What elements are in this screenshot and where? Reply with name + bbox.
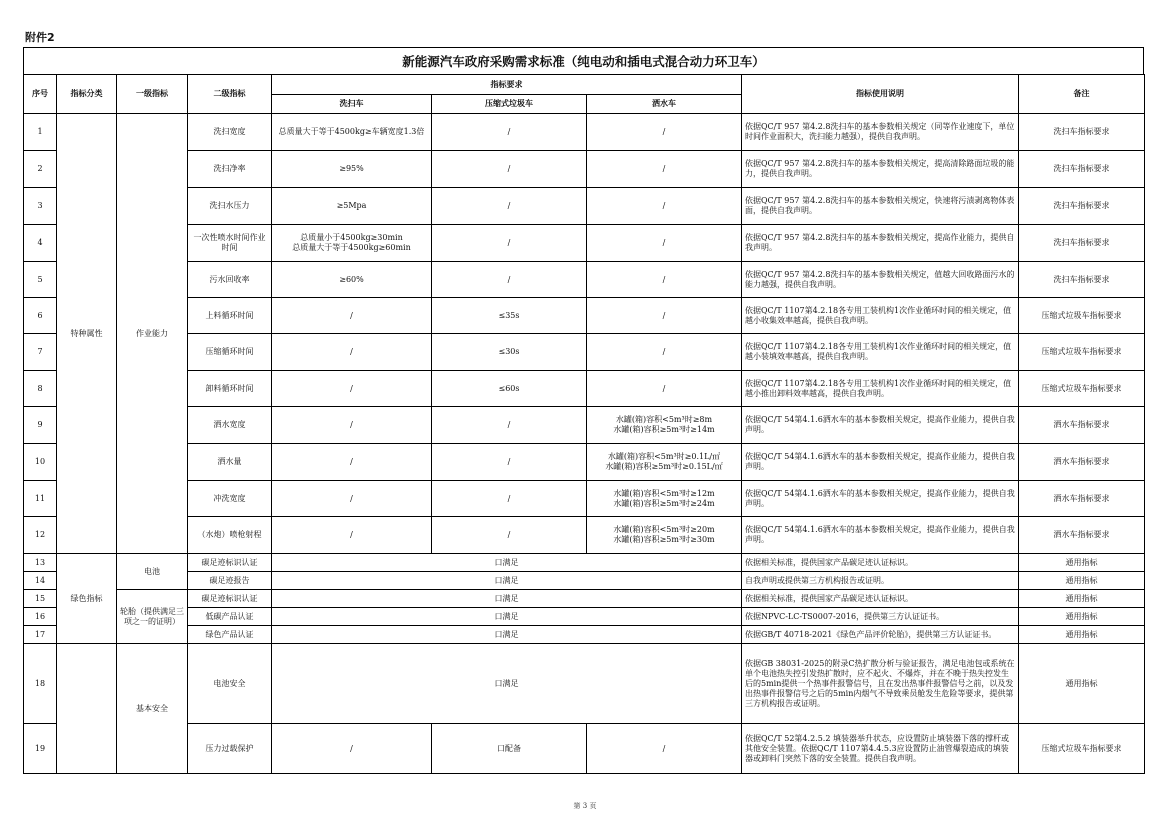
remark-cell: 压缩式垃圾车指标要求 bbox=[1019, 371, 1145, 407]
compactor-requirement: / bbox=[432, 225, 587, 262]
requirement-cell: 口满足 bbox=[272, 608, 742, 626]
usage-note: 依据QC/T 54第4.1.6洒水车的基本参数相关规定，提高作业能力，提供自我声明。 bbox=[742, 444, 1019, 481]
requirement-cell: 口满足 bbox=[272, 572, 742, 590]
level2-cell: 碳足迹标识认证 bbox=[188, 554, 272, 572]
attachment-label: 附件2 bbox=[25, 31, 55, 44]
compactor-requirement: / bbox=[432, 151, 587, 188]
sweeper-requirement: 总质量大于等于4500kg≥车辆宽度1.3倍 bbox=[272, 114, 432, 151]
table-row bbox=[24, 371, 1145, 407]
table-row bbox=[24, 444, 1145, 481]
header-compactor: 压缩式垃圾车 bbox=[432, 95, 587, 114]
table-row bbox=[24, 608, 1145, 626]
header-sweeper: 洗扫车 bbox=[272, 95, 432, 114]
level2-cell: 洗扫水压力 bbox=[188, 188, 272, 225]
table-row bbox=[24, 481, 1145, 517]
category-cell: 绿色指标 bbox=[57, 554, 117, 644]
compactor-requirement: / bbox=[432, 444, 587, 481]
sweeper-requirement: / bbox=[272, 517, 432, 554]
usage-note: 依据QC/T 957 第4.2.8洗扫车的基本参数相关规定，值越大回收路面污水的能力越强，提供自我声明。 bbox=[742, 262, 1019, 298]
compactor-requirement: ≤30s bbox=[432, 334, 587, 371]
row-number: 11 bbox=[24, 481, 57, 517]
row-number: 19 bbox=[24, 724, 57, 774]
header-remark: 备注 bbox=[1019, 75, 1145, 114]
row-number: 10 bbox=[24, 444, 57, 481]
requirement-cell: 口满足 bbox=[272, 626, 742, 644]
remark-cell: 洒水车指标要求 bbox=[1019, 517, 1145, 554]
sweeper-requirement: ≥95% bbox=[272, 151, 432, 188]
standards-table bbox=[23, 74, 1145, 774]
table-row bbox=[24, 334, 1145, 371]
category-cell: 特种属性 bbox=[57, 114, 117, 554]
usage-note: 依据GB 38031-2025的附录C热扩散分析与验证报告，满足电池包或系统在单个电池热失控引发热扩散时，应不起火、不爆炸，并在不晚于热失控发生后的5min提供一个热事件报警信号，且在发出热事件报警信号之前，以及发出热事件报警信号之后的5min内烟气不导致乘员舱发生危险等要求，提供第三方机构报告或证明。 bbox=[742, 644, 1019, 724]
level2-cell: （水炮）喷枪射程 bbox=[188, 517, 272, 554]
table-row bbox=[24, 188, 1145, 225]
header-category: 指标分类 bbox=[57, 75, 117, 114]
compactor-requirement: ≤60s bbox=[432, 371, 587, 407]
remark-cell: 压缩式垃圾车指标要求 bbox=[1019, 298, 1145, 334]
usage-note: 依据QC/T 52第4.2.5.2 填装器举升状态，应设置防止填装器下落的撑杆或其他安全装置。依据QC/T 1107第4.4.5.3应设置防止油管爆裂造成的填装器或卸料门突然下落的安全装置。提供自我声明。 bbox=[742, 724, 1019, 774]
sweeper-requirement: ≥60% bbox=[272, 262, 432, 298]
sweeper-requirement: / bbox=[272, 334, 432, 371]
sprinkler-requirement: 水罐(箱)容积<5m³时≥12m 水罐(箱)容积≥5m³时≥24m bbox=[587, 481, 742, 517]
sprinkler-requirement: / bbox=[587, 151, 742, 188]
row-number: 18 bbox=[24, 644, 57, 724]
sprinkler-requirement: / bbox=[587, 334, 742, 371]
row-number: 8 bbox=[24, 371, 57, 407]
sprinkler-requirement: 水罐(箱)容积<5m³时≥8m 水罐(箱)容积≥5m³时≥14m bbox=[587, 407, 742, 444]
row-number: 14 bbox=[24, 572, 57, 590]
compactor-requirement: / bbox=[432, 517, 587, 554]
compactor-requirement: ≤35s bbox=[432, 298, 587, 334]
usage-note: 依据NPVC-LC-TS0007-2016，提供第三方认证证书。 bbox=[742, 608, 1019, 626]
compactor-requirement: / bbox=[432, 114, 587, 151]
level2-cell: 电池安全 bbox=[188, 644, 272, 724]
compactor-requirement: / bbox=[432, 262, 587, 298]
usage-note: 依据GB/T 40718-2021《绿色产品评价轮胎》，提供第三方认证证书。 bbox=[742, 626, 1019, 644]
row-number: 6 bbox=[24, 298, 57, 334]
document-title: 新能源汽车政府采购需求标准（纯电动和插电式混合动力环卫车） bbox=[23, 47, 1144, 75]
usage-note: 依据QC/T 1107第4.2.18各专用工装机构1次作业循环时间的相关规定，值越小推出卸料效率越高，提供自我声明。 bbox=[742, 371, 1019, 407]
table-row bbox=[24, 225, 1145, 262]
header-level1: 一级指标 bbox=[117, 75, 188, 114]
row-number: 7 bbox=[24, 334, 57, 371]
sprinkler-requirement: / bbox=[587, 298, 742, 334]
level2-cell: 低碳产品认证 bbox=[188, 608, 272, 626]
sprinkler-requirement: / bbox=[587, 262, 742, 298]
remark-cell: 洒水车指标要求 bbox=[1019, 481, 1145, 517]
table-row bbox=[24, 517, 1145, 554]
header-requirements: 指标要求 bbox=[272, 75, 742, 95]
sweeper-requirement: / bbox=[272, 481, 432, 517]
sweeper-requirement: / bbox=[272, 371, 432, 407]
table-row bbox=[24, 298, 1145, 334]
sprinkler-requirement: 水罐(箱)容积<5m³时≥0.1L/㎡ 水罐(箱)容积≥5m³时≥0.15L/㎡ bbox=[587, 444, 742, 481]
remark-cell: 洗扫车指标要求 bbox=[1019, 151, 1145, 188]
level1-cell: 基本安全 bbox=[117, 644, 188, 774]
level2-cell: 洗扫净率 bbox=[188, 151, 272, 188]
row-number: 9 bbox=[24, 407, 57, 444]
level2-cell: 碳足迹标识认证 bbox=[188, 590, 272, 608]
page-number: 第 3 页 bbox=[573, 802, 597, 810]
table-row bbox=[24, 407, 1145, 444]
usage-note: 依据相关标准，提供国家产品碳足迹认证标识。 bbox=[742, 554, 1019, 572]
table-row bbox=[24, 590, 1145, 608]
level2-cell: 绿色产品认证 bbox=[188, 626, 272, 644]
row-number: 12 bbox=[24, 517, 57, 554]
row-number: 1 bbox=[24, 114, 57, 151]
table-row bbox=[24, 262, 1145, 298]
level2-cell: 压缩循环时间 bbox=[188, 334, 272, 371]
table-row bbox=[24, 644, 1145, 724]
compactor-requirement: 口配备 bbox=[432, 724, 587, 774]
remark-cell: 洗扫车指标要求 bbox=[1019, 262, 1145, 298]
level2-cell: 卸料循环时间 bbox=[188, 371, 272, 407]
usage-note: 依据QC/T 957 第4.2.8洗扫车的基本参数相关规定，提高作业能力，提供自我声明。 bbox=[742, 225, 1019, 262]
level2-cell: 洒水宽度 bbox=[188, 407, 272, 444]
row-number: 3 bbox=[24, 188, 57, 225]
level2-cell: 污水回收率 bbox=[188, 262, 272, 298]
row-number: 17 bbox=[24, 626, 57, 644]
usage-note: 依据QC/T 54第4.1.6洒水车的基本参数相关规定，提高作业能力，提供自我声明。 bbox=[742, 407, 1019, 444]
level1-cell: 电池 bbox=[117, 554, 188, 590]
usage-note: 依据QC/T 54第4.1.6洒水车的基本参数相关规定，提高作业能力，提供自我声明。 bbox=[742, 517, 1019, 554]
sweeper-requirement: / bbox=[272, 724, 432, 774]
table-row bbox=[24, 114, 1145, 151]
table-row bbox=[24, 626, 1145, 644]
usage-note: 依据QC/T 957 第4.2.8洗扫车的基本参数相关规定（同等作业速度下，单位时间作业面积大，洗扫能力越强），提供自我声明。 bbox=[742, 114, 1019, 151]
sweeper-requirement: / bbox=[272, 444, 432, 481]
row-number: 13 bbox=[24, 554, 57, 572]
remark-cell: 洒水车指标要求 bbox=[1019, 407, 1145, 444]
sprinkler-requirement: / bbox=[587, 724, 742, 774]
remark-cell: 洗扫车指标要求 bbox=[1019, 188, 1145, 225]
usage-note: 依据QC/T 54第4.1.6洒水车的基本参数相关规定，提高作业能力，提供自我声明。 bbox=[742, 481, 1019, 517]
remark-cell: 洗扫车指标要求 bbox=[1019, 225, 1145, 262]
table-row bbox=[24, 151, 1145, 188]
sprinkler-requirement: / bbox=[587, 371, 742, 407]
header-level2: 二级指标 bbox=[188, 75, 272, 114]
requirement-cell: 口满足 bbox=[272, 554, 742, 572]
remark-cell: 洗扫车指标要求 bbox=[1019, 114, 1145, 151]
table-row bbox=[24, 572, 1145, 590]
sprinkler-requirement: 水罐(箱)容积<5m³时≥20m 水罐(箱)容积≥5m³时≥30m bbox=[587, 517, 742, 554]
usage-note: 依据QC/T 957 第4.2.8洗扫车的基本参数相关规定，快速将污渍剥离物体表面，提供自我声明。 bbox=[742, 188, 1019, 225]
level2-cell: 碳足迹报告 bbox=[188, 572, 272, 590]
row-number: 16 bbox=[24, 608, 57, 626]
level1-cell: 作业能力 bbox=[117, 114, 188, 554]
compactor-requirement: / bbox=[432, 188, 587, 225]
level2-cell: 一次性喷水时间作业时间 bbox=[188, 225, 272, 262]
row-number: 5 bbox=[24, 262, 57, 298]
header-seq: 序号 bbox=[24, 75, 57, 114]
compactor-requirement: / bbox=[432, 481, 587, 517]
header-sprinkler: 洒水车 bbox=[587, 95, 742, 114]
sweeper-requirement: ≥5Mpa bbox=[272, 188, 432, 225]
usage-note: 依据QC/T 1107第4.2.18各专用工装机构1次作业循环时间的相关规定，值越小收集效率越高，提供自我声明。 bbox=[742, 298, 1019, 334]
level2-cell: 压力过载保护 bbox=[188, 724, 272, 774]
remark-cell: 压缩式垃圾车指标要求 bbox=[1019, 334, 1145, 371]
sweeper-requirement: / bbox=[272, 298, 432, 334]
row-number: 4 bbox=[24, 225, 57, 262]
remark-cell: 通用指标 bbox=[1019, 572, 1145, 590]
usage-note: 依据QC/T 957 第4.2.8洗扫车的基本参数相关规定，提高清除路面垃圾的能力，提供自我声明。 bbox=[742, 151, 1019, 188]
row-number: 2 bbox=[24, 151, 57, 188]
sprinkler-requirement: / bbox=[587, 225, 742, 262]
header-usage-note: 指标使用说明 bbox=[742, 75, 1019, 114]
compactor-requirement: / bbox=[432, 407, 587, 444]
requirement-cell: 口满足 bbox=[272, 644, 742, 724]
sweeper-requirement: / bbox=[272, 407, 432, 444]
remark-cell: 洒水车指标要求 bbox=[1019, 444, 1145, 481]
remark-cell: 通用指标 bbox=[1019, 590, 1145, 608]
sprinkler-requirement: / bbox=[587, 114, 742, 151]
row-number: 15 bbox=[24, 590, 57, 608]
sweeper-requirement: 总质量小于4500kg≥30min 总质量大于等于4500kg≥60min bbox=[272, 225, 432, 262]
sprinkler-requirement: / bbox=[587, 188, 742, 225]
usage-note: 依据相关标准，提供国家产品碳足迹认证标识。 bbox=[742, 590, 1019, 608]
remark-cell: 压缩式垃圾车指标要求 bbox=[1019, 724, 1145, 774]
level2-cell: 上料循环时间 bbox=[188, 298, 272, 334]
remark-cell: 通用指标 bbox=[1019, 626, 1145, 644]
remark-cell: 通用指标 bbox=[1019, 554, 1145, 572]
usage-note: 自我声明或提供第三方机构报告或证明。 bbox=[742, 572, 1019, 590]
category-cell bbox=[57, 644, 117, 774]
requirement-cell: 口满足 bbox=[272, 590, 742, 608]
level1-cell: 轮胎（提供满足三项之一的证明） bbox=[117, 590, 188, 644]
level2-cell: 洗扫宽度 bbox=[188, 114, 272, 151]
usage-note: 依据QC/T 1107第4.2.18各专用工装机构1次作业循环时间的相关规定，值越小装填效率越高，提供自我声明。 bbox=[742, 334, 1019, 371]
remark-cell: 通用指标 bbox=[1019, 644, 1145, 724]
remark-cell: 通用指标 bbox=[1019, 608, 1145, 626]
table-row bbox=[24, 554, 1145, 572]
level2-cell: 冲洗宽度 bbox=[188, 481, 272, 517]
level2-cell: 洒水量 bbox=[188, 444, 272, 481]
table-row bbox=[24, 724, 1145, 774]
